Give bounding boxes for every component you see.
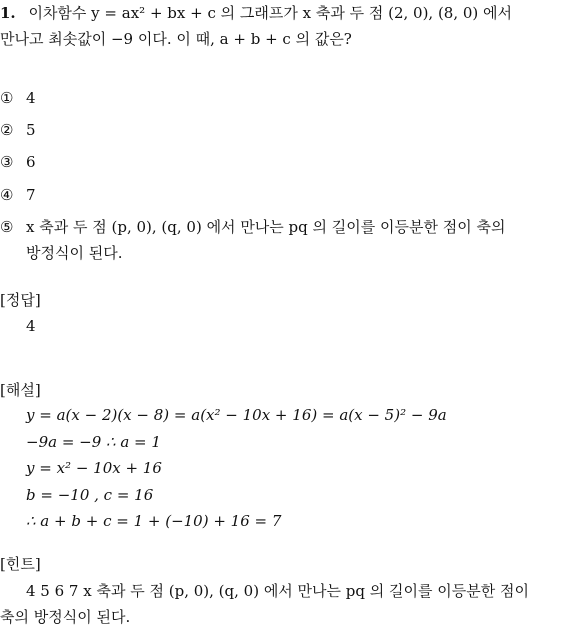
option-1-mark: ①: [0, 89, 14, 107]
answer-value: 4: [26, 317, 36, 335]
question-text-1: 이차함수 y = ax² + bx + c 의 그래프가 x 축과 두 점 (2, 0), (8, 0) 에서: [28, 4, 513, 22]
option-2-text: 5: [26, 121, 36, 139]
option-5-text: x 축과 두 점 (p, 0), (q, 0) 에서 만나는 pq 의 길이를 이등분한 점이 축의: [26, 218, 506, 236]
solution-line-4: b = −10 , c = 16: [26, 486, 154, 504]
hint-label: [힌트]: [0, 555, 41, 573]
option-3-text: 6: [26, 153, 36, 171]
option-2[interactable]: [0, 120, 36, 140]
hint-line-2: 축의 방정식이 된다.: [0, 608, 131, 626]
solution-line-5: ∴ a + b + c = 1 + (−10) + 16 = 7: [26, 512, 282, 530]
question-line-2: [0, 29, 352, 49]
option-5-continuation: [26, 243, 122, 263]
solution-label: [해설]: [0, 381, 41, 399]
option-4-mark: ④: [0, 186, 14, 204]
solution-line-2: −9a = −9 ∴ a = 1: [26, 433, 161, 451]
option-5[interactable]: [0, 217, 505, 237]
option-4-text: 7: [26, 186, 36, 204]
option-1[interactable]: [0, 88, 36, 108]
question-line-1: [0, 3, 571, 23]
option-5-text-2: 방정식이 된다.: [26, 244, 123, 262]
option-2-mark: ②: [0, 121, 14, 139]
question-number: 1.: [0, 4, 16, 22]
option-5-mark: ⑤: [0, 218, 14, 236]
option-3[interactable]: [0, 152, 36, 172]
hint-line-1: 4 5 6 7 x 축과 두 점 (p, 0), (q, 0) 에서 만나는 pq 의 길이를 이등분한 점이: [26, 582, 529, 600]
solution-line-3: y = x² − 10x + 16: [26, 459, 162, 477]
option-4[interactable]: [0, 185, 36, 205]
option-1-text: 4: [26, 89, 36, 107]
option-3-mark: ③: [0, 153, 14, 171]
question-text-2: 만나고 최솟값이 −9 이다. 이 때, a + b + c 의 값은?: [0, 30, 352, 48]
solution-line-1: y = a(x − 2)(x − 8) = a(x² − 10x + 16) = a(x − 5)² − 9a: [26, 406, 447, 424]
answer-label: [정답]: [0, 291, 41, 309]
